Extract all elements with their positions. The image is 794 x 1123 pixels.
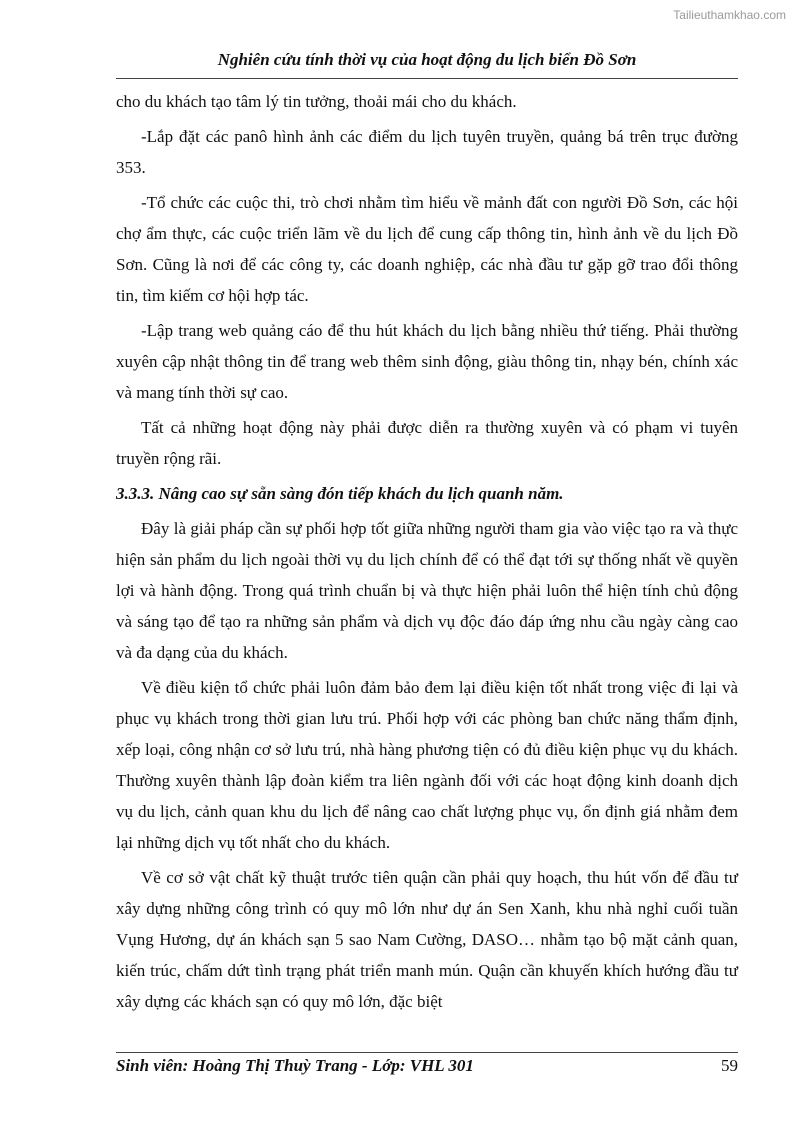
header-divider <box>116 78 738 79</box>
paragraph: cho du khách tạo tâm lý tin tưởng, thoải mái cho du khách. <box>116 92 517 111</box>
document-body <box>116 86 738 1021</box>
paragraph: Tất cả những hoạt động này phải được diễn ra thường xuyên và có phạm vi tuyên truyền rộng rãi. <box>116 418 738 468</box>
footer-divider <box>116 1052 738 1053</box>
page-header-title: Nghiên cứu tính thời vụ của hoạt động du lịch biển Đồ Sơn <box>217 50 637 69</box>
section-heading: 3.3.3. Nâng cao sự sẵn sàng đón tiếp khách du lịch quanh năm. <box>116 484 564 503</box>
paragraph: -Lập trang web quảng cáo để thu hút khách du lịch bằng nhiều thứ tiếng. Phải thường xuyên cập nhật thông tin để trang web thêm sinh động, giàu thông tin, nhạy bén, chính xác và mang tính thời sự cao. <box>116 321 738 402</box>
paragraph: Về điều kiện tổ chức phải luôn đảm bảo đem lại điều kiện tốt nhất trong việc đi lại và phục vụ khách trong thời gian lưu trú. Phối hợp với các phòng ban chức năng thẩm định, xếp loại, công nhận cơ sở lưu trú, nhà hàng phương tiện có đủ điều kiện phục vụ du khách. Thường xuyên thành lập đoàn kiểm tra liên ngành đối với các hoạt động kinh doanh dịch vụ du lịch, cảnh quan khu du lịch để nâng cao chất lượng phục vụ, ổn định giá nhằm đem lại những dịch vụ tốt nhất cho du khách. <box>116 678 738 852</box>
paragraph: -Tổ chức các cuộc thi, trò chơi nhằm tìm hiểu về mảnh đất con người Đồ Sơn, các hội chợ ẩm thực, các cuộc triển lãm về du lịch để cung cấp thông tin, hình ảnh về du lịch Đồ Sơn. Cũng là nơi để các công ty, các doanh nghiệp, các nhà đầu tư gặp gỡ trao đổi thông tin, tìm kiếm cơ hội hợp tác. <box>116 193 738 305</box>
page-number: 59 <box>721 1056 738 1075</box>
watermark: Tailieuthamkhao.com <box>673 8 786 22</box>
paragraph: Đây là giải pháp cần sự phối hợp tốt giữa những người tham gia vào việc tạo ra và thực hiện sản phẩm du lịch ngoài thời vụ du lịch chính để có thể đạt tới sự thống nhất về quyền lợi và hành động. Trong quá trình chuẩn bị và thực hiện phải luôn thể hiện tính chủ động và sáng tạo để tạo ra những sản phẩm và dịch vụ độc đáo đáp ứng nhu cầu ngày càng cao và đa dạng của du khách. <box>116 519 738 662</box>
footer-author: Sinh viên: Hoàng Thị Thuỳ Trang - Lớp: VHL 301 <box>116 1056 474 1075</box>
paragraph: Về cơ sở vật chất kỹ thuật trước tiên quận cần phải quy hoạch, thu hút vốn để đầu tư xây dựng những công trình có quy mô lớn như dự án Sen Xanh, khu nhà nghỉ cuối tuần Vụng Hương, dự án khách sạn 5 sao Nam Cường, DASO… nhằm tạo bộ mặt cảnh quan, kiến trúc, chấm dứt tình trạng phát triển manh mún. Quận cần khuyến khích hướng đầu tư xây dựng các khách sạn có quy mô lớn, đặc biệt <box>116 868 738 1011</box>
paragraph: -Lắp đặt các panô hình ảnh các điểm du lịch tuyên truyền, quảng bá trên trục đường 353. <box>116 127 738 177</box>
